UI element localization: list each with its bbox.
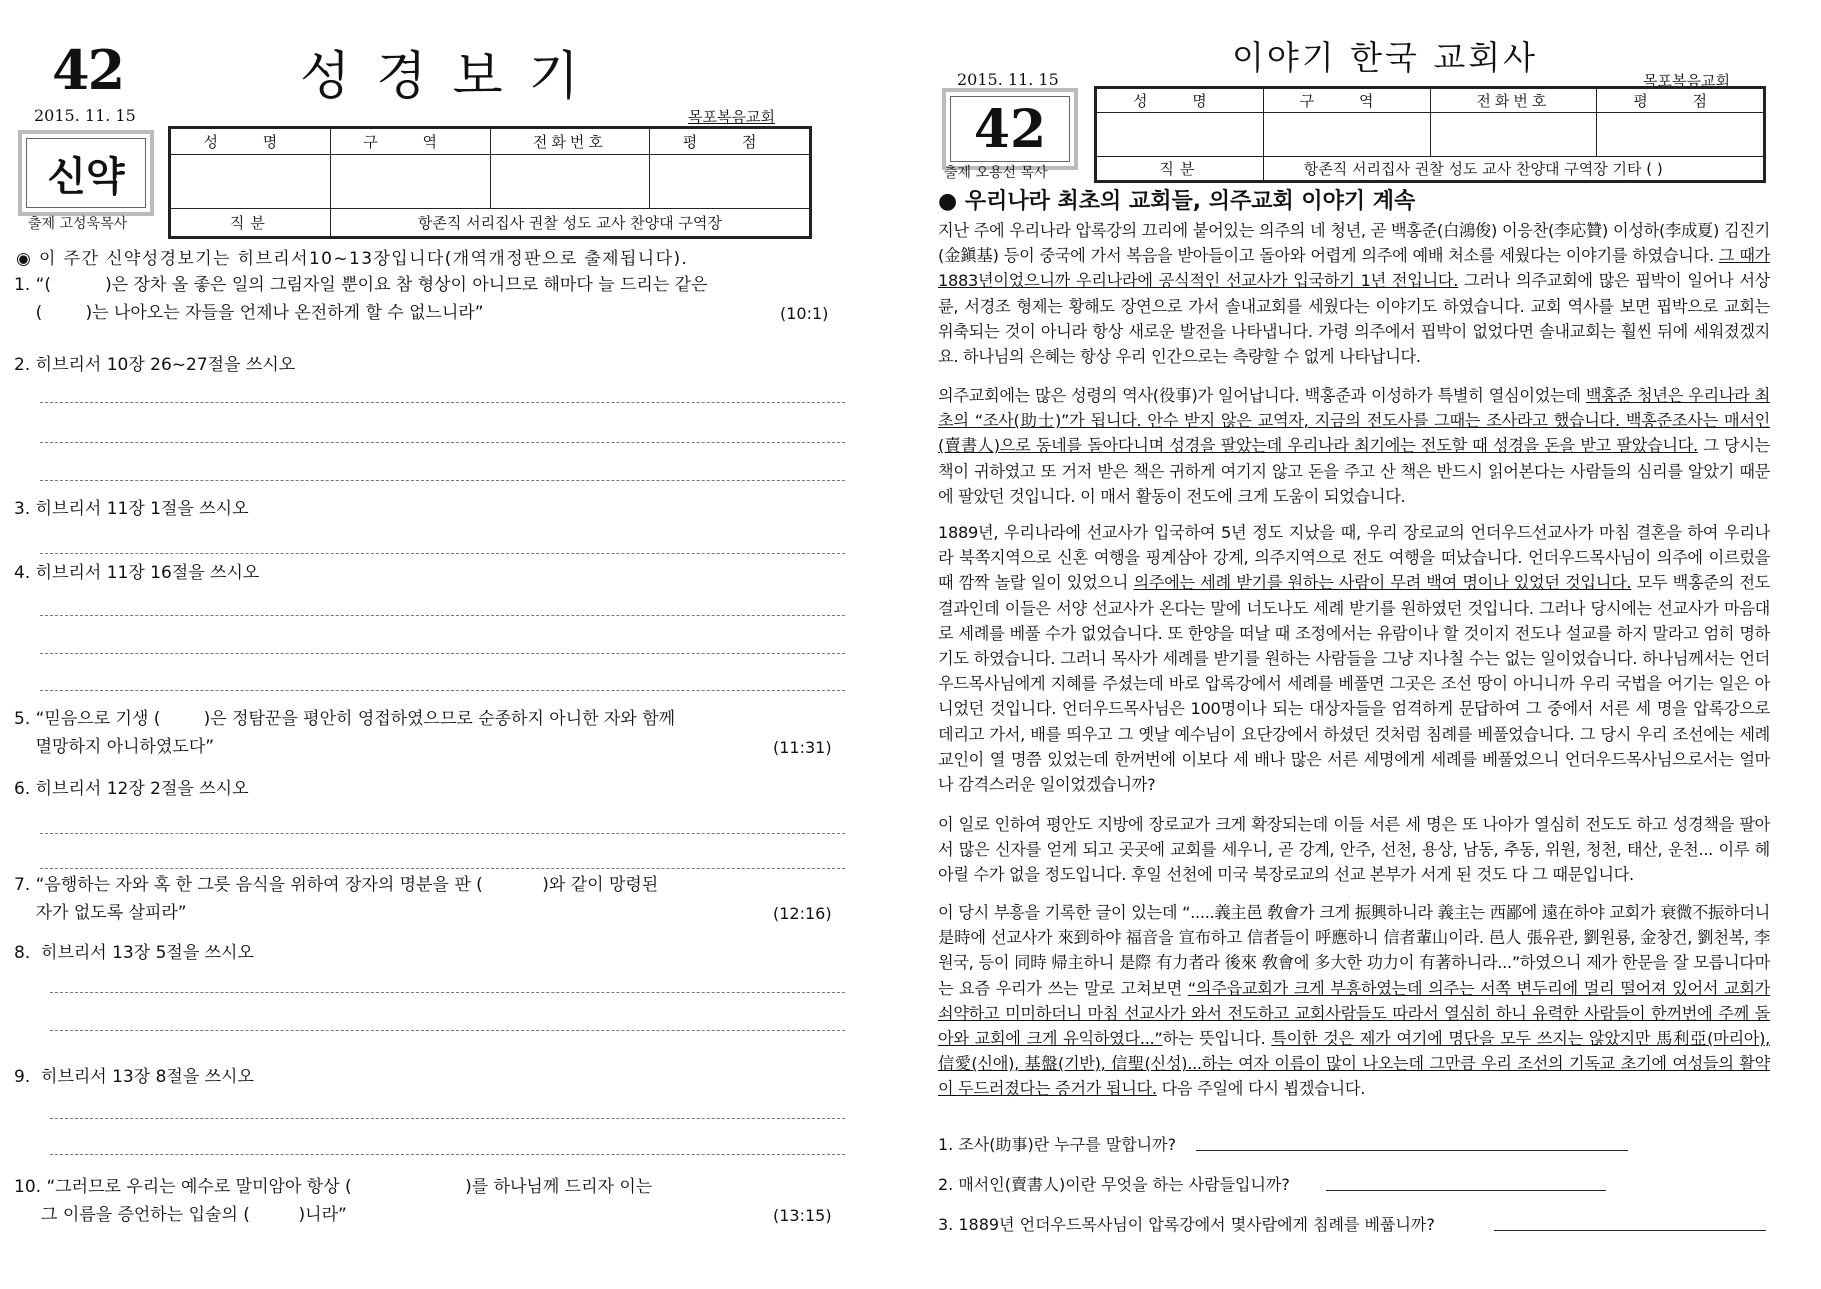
- role-options: 항존직 서리집사 권찰 성도 교사 찬양대 구역장: [330, 209, 809, 237]
- name-field[interactable]: [1097, 113, 1264, 157]
- review-question-2: 2. 매서인(賣書人)이란 무엇을 하는 사람들입니까?: [938, 1175, 1290, 1194]
- header-name: 성 명: [171, 129, 331, 155]
- answer-line[interactable]: [50, 1118, 845, 1119]
- paragraph-3: 1889년, 우리나라에 선교사가 입국하여 5년 정도 지났을 때, 우리 장로교의 언더우드선교사가 마침 결혼을 하여 우리나라 북쪽지역으로 신혼 여행을 핑계삼아 강계, 의주지역으로 전도 여행을 떠났습니다. 언더우드목사님이 의주에 이르렀을 때 깜짝 놀랄 일이 있었으니 의주에는 세례 받기를 원하는 사람이 무려 백여 명이나 있었던 것입니다. 모두 백홍준의 전도 결과인데 이들은 서양 선교사가 온다는 말에 너도나도 세례 받기를 원하였던 것입니다. 그러나 당시에는 선교사가 마음대로 세례를 베풀 수가 없었습니다. 또 한양을 떠날 때 조정에서는 유람이나 할 것이지 전도나 설교를 하지 말라고 엄히 명하기도 하였습니다. 그러니 목사가 세례를 받기를 원하는 사람들을 그냥 지나칠 수는 없는 일이었습니다. 하나님께서는 언더우드목사님에게 지혜를 주셨는데 바로 압록강에서 세례를 베풀면 그곳은 조선 땅이 아니니까 우리 국법을 어기는 일은 아니었던 것입니다. 언더우드목사님은 100명이나 되는 대상자들을 엄격하게 문답하여 그 중에서 서른 세 명을 압록강으로 데리고 가서, 배를 띄우고 그 옛날 예수님이 요단강에서 하셨던 것처럼 침례를 베풀었습니다. 그 당시 우리 조선에는 세례교인이 열 명쯤 있었는데 한꺼번에 이보다 세 배나 많은 서른 세명에게 세례를 베풀었으니 언더우드목사님으로서는 얼마나 감격스러운 일이었겠습니까?: [938, 523, 1770, 795]
- right-issue-number: 42: [973, 98, 1047, 160]
- question-1-ref: (10:1): [780, 304, 829, 323]
- answer-line[interactable]: [40, 615, 845, 616]
- header-phone: 전화번호: [1430, 89, 1597, 113]
- answer-line[interactable]: [1326, 1190, 1606, 1191]
- question-7-ref: (12:16): [773, 904, 832, 923]
- right-issue-date: 2015. 11. 15: [957, 70, 1059, 89]
- answer-line[interactable]: [40, 402, 845, 403]
- answer-line[interactable]: [1196, 1150, 1628, 1151]
- score-field[interactable]: [1597, 113, 1764, 157]
- answer-line[interactable]: [50, 1030, 845, 1031]
- right-title: 이야기 한국 교회사: [1232, 38, 1539, 77]
- question-5-line2: 멸망하지 아니하였도다”: [14, 737, 215, 757]
- name-field[interactable]: [171, 155, 331, 209]
- header-district: 구 역: [1263, 89, 1430, 113]
- question-7-line2: 자가 없도록 살피라”: [14, 903, 187, 923]
- paragraph-4: 이 일로 인하여 평안도 지방에 장로교가 크게 확장되는데 이들 서른 세 명은 또 나아가 열심히 전도도 하고 성경책을 팔아서 많은 신자를 얻게 되고 곳곳에 교회를 세우니, 곧 강계, 안주, 선천, 용상, 남동, 추동, 위원, 청천, 태산, 운천... 이루 헤아릴 수가 없을 정도입니다. 후일 선천에 미국 북장로교의 선교 본부가 서게 된 것도 다 그 때문입니다.: [938, 815, 1770, 885]
- district-field[interactable]: [330, 155, 490, 209]
- role-options: 항존직 서리집사 권찰 성도 교사 찬양대 구역장 기타 ( ): [1263, 157, 1763, 181]
- phone-field[interactable]: [490, 155, 650, 209]
- right-author: 출제 오용선 목사: [944, 165, 1048, 181]
- info-table: [170, 128, 810, 237]
- answer-line[interactable]: [40, 442, 845, 443]
- paragraph-2: 의주교회에는 많은 성령의 역사(役事)가 일어납니다. 백홍준과 이성하가 특별히 열심이었는데 백홍준 청년은 우리나라 최초의 “조사(助士)”가 됩니다. 안수 받지 않은 교역자, 지금의 전도사를 그때는 조사라고 했습니다. 백홍준조사는 매서인(賣書人)으로 동네를 돌아다니며 성경을 팔았는데 우리나라 최기에는 전도할 때 성경을 돈을 받고 팔았습니다. 그 당시는 책이 귀하였고 또 거저 받은 책은 귀하게 여기지 않고 돈을 주고 산 책은 반드시 읽어본다는 사람들의 심리를 알았기 때문에 팔았던 것입니다. 이 매서 활동이 전도에 크게 도움이 되었습니다.: [938, 386, 1770, 506]
- paragraph-1: 지난 주에 우리나라 압록강의 끄리에 붙어있는 의주의 네 청년, 곧 백홍준(白鴻俊) 이응찬(李応贊) 이성하(李成夏) 김진기(金鎭基) 등이 중국에 가서 복음을 받아들이고 돌아와 어렵게 의주에 예배 처소를 세웠다는 이야기를 하였습니다. 그 때가 1883년이었으니까 우리나라에 공식적인 선교사가 입국하기 1년 전입니다. 그러나 의주교회에 많은 핍박이 일어나 서상륜, 서경조 형제는 황해도 장연으로 가서 솔내교회를 세웠다는 이야기도 하였습니다. 교회 역사를 보면 핍박으로 교회는 위축되는 것이 아니라 항상 새로운 발전을 나타냅니다. 가령 의주에서 핍박이 없었다면 솔내교회는 훨씬 뒤에 세워졌겠지요. 하나님의 은혜는 항상 우리 인간으로는 측량할 수 없게 나타납니다.: [938, 221, 1770, 367]
- answer-line[interactable]: [40, 553, 845, 554]
- answer-line[interactable]: [40, 868, 845, 869]
- question-8: 8. 히브리서 13장 5절을 쓰시오: [14, 943, 254, 963]
- right-issue-box: [942, 88, 1078, 170]
- question-10-ref: (13:15): [773, 1206, 832, 1225]
- question-5-ref: (11:31): [773, 738, 832, 757]
- church-name: 목포복음교회: [688, 108, 775, 126]
- role-label: 직분: [171, 209, 331, 237]
- question-9: 9. 히브리서 13장 8절을 쓰시오: [14, 1067, 254, 1087]
- section-title: ● 우리나라 최초의 교회들, 의주교회 이야기 계속: [938, 189, 1416, 214]
- answer-line[interactable]: [40, 833, 845, 834]
- issue-number: 42: [52, 38, 124, 102]
- question-1-line2: ( )는 나아오는 자들을 언제나 온전하게 할 수 없느니라”: [14, 303, 484, 323]
- testament-label: 신약: [47, 153, 125, 200]
- question-10-line1: 10. “그러므로 우리는 예수로 말미암아 항상 ( )를 하나님께 드리자 이는: [14, 1177, 653, 1197]
- question-2: 2. 히브리서 10장 26~27절을 쓰시오: [14, 355, 296, 375]
- question-10-line2: 그 이름을 증언하는 입술의 ( )니라”: [14, 1205, 347, 1225]
- answer-line[interactable]: [40, 690, 845, 691]
- question-4: 4. 히브리서 11장 16절을 쓰시오: [14, 563, 260, 583]
- right-info-table: [1096, 88, 1764, 181]
- question-7-line1: 7. “음행하는 자와 혹 한 그릇 음식을 위하여 장자의 명분을 판 ( )와 같이 망령된: [14, 875, 659, 895]
- answer-line[interactable]: [40, 653, 845, 654]
- district-field[interactable]: [1263, 113, 1430, 157]
- intro-text: ◉ 이 주간 신약성경보기는 히브리서10~13장입니다(개역개정판으로 출제됩니다).: [16, 249, 689, 269]
- answer-line[interactable]: [40, 480, 845, 481]
- author: 출제 고성욱목사: [28, 216, 128, 232]
- question-5-line1: 5. “믿음으로 기생 ( )은 정탐꾼을 평안히 영접하였으므로 순종하지 아니한 자와 함께: [14, 709, 676, 729]
- issue-date: 2015. 11. 15: [34, 106, 136, 125]
- review-question-1: 1. 조사(助事)란 누구를 말합니까?: [938, 1135, 1177, 1154]
- question-3: 3. 히브리서 11장 1절을 쓰시오: [14, 499, 249, 519]
- paragraph-5: 이 당시 부흥을 기록한 글이 있는데 “.....義主邑 敎會가 크게 振興하니라 義主는 西鄙에 遠在하야 교회가 衰微不振하더니 是時에 선교사가 來到하야 福音을 宣布하고 信者들이 呼應하니 信者輩山이라. 邑人 張유관, 劉원룡, 金창건, 劉천복, 李원국, 등이 同時 帰主하니 是際 有力者라 後來 敎會에 多大한 功力이 有著하니라...”하였으니 제가 한문을 잘 모릅니다마는 요즘 우리가 쓰는 말로 고쳐보면 “의주읍교회가 크게 부흥하였는데 의주는 서쪽 변두리에 멀리 떨어져 있어서 교회가 쇠약하고 미미하더니 마침 선교사가 와서 전도하고 교회사람들도 따라서 열심히 하니 유력한 사람들이 한꺼번에 주께 돌아와 교회에 크게 유익하였다...”하는 뜻입니다. 특이한 것은 제가 여기에 명단을 모두 쓰지는 않았지만 馬利亞(마리아), 信愛(신애), 基盤(기반), 信聖(신성)...하는 여자 이름이 많이 나오는데 그만큼 우리 조선의 기독교 초기에 여성들의 활약이 두드러졌다는 증거가 됩니다. 다음 주일에 다시 뵙겠습니다.: [938, 903, 1770, 1099]
- header-phone: 전화번호: [490, 129, 650, 155]
- header-district: 구 역: [330, 129, 490, 155]
- question-6: 6. 히브리서 12장 2절을 쓰시오: [14, 779, 249, 799]
- role-label: 직분: [1097, 157, 1264, 181]
- header-name: 성 명: [1097, 89, 1264, 113]
- phone-field[interactable]: [1430, 113, 1597, 157]
- review-question-3: 3. 1889년 언더우드목사님이 압록강에서 몇사람에게 침례를 베풉니까?: [938, 1215, 1435, 1234]
- header-score: 평 점: [650, 129, 810, 155]
- question-1-line1: 1. “( )은 장차 올 좋은 일의 그림자일 뿐이요 참 형상이 아니므로 해마다 늘 드리는 같은: [14, 275, 708, 295]
- score-field[interactable]: [650, 155, 810, 209]
- right-church-name: 목포복음교회: [1643, 72, 1730, 90]
- answer-line[interactable]: [50, 992, 845, 993]
- page-title: 성경보기: [300, 47, 605, 107]
- answer-line[interactable]: [1494, 1230, 1766, 1231]
- testament-box: [18, 130, 154, 216]
- header-score: 평 점: [1597, 89, 1764, 113]
- answer-line[interactable]: [50, 1154, 845, 1155]
